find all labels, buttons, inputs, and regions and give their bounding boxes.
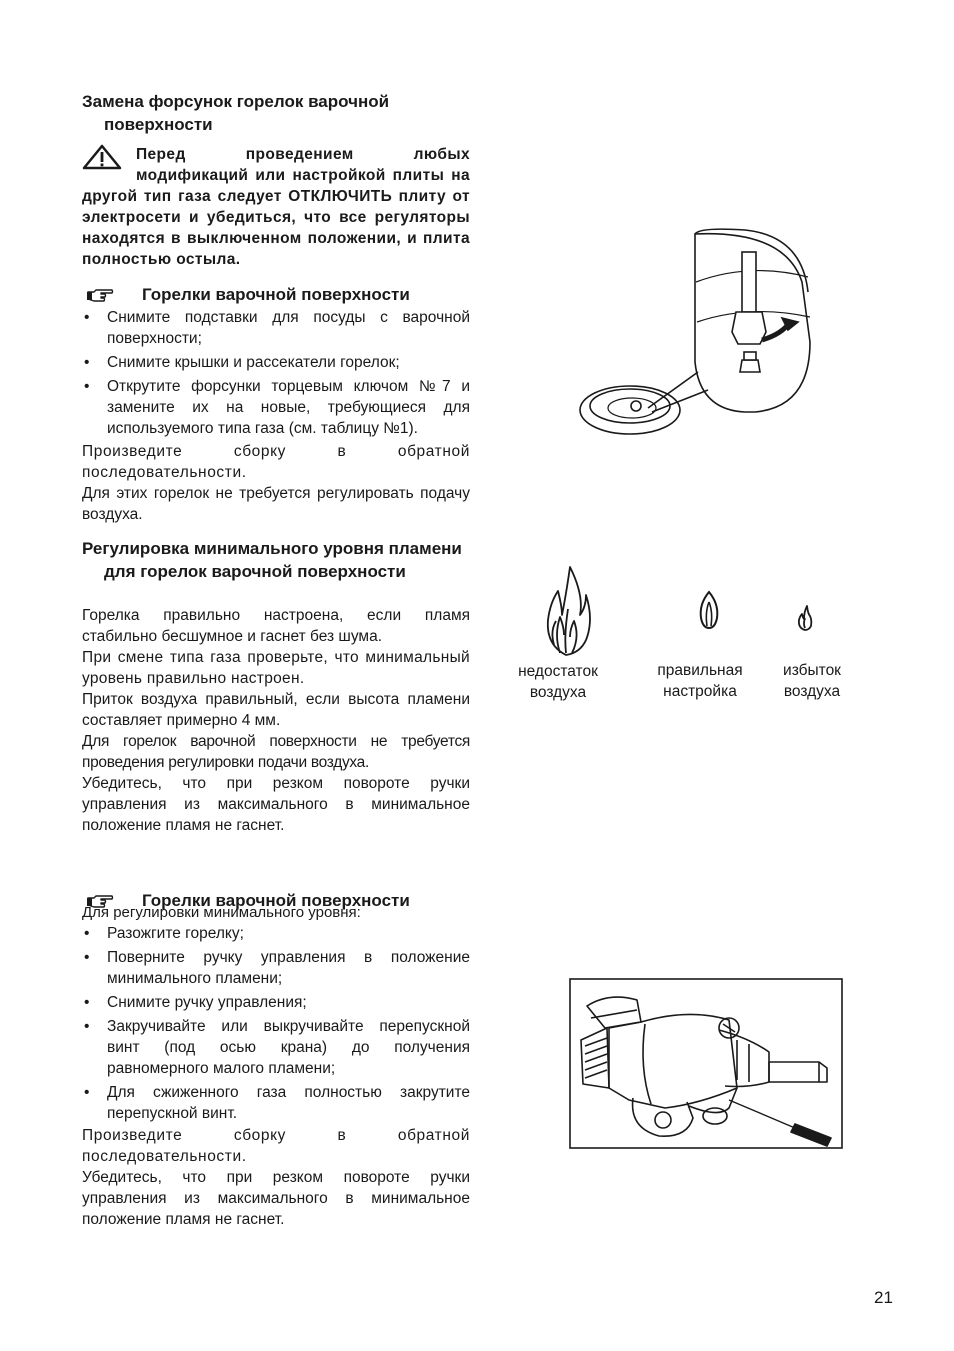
section-title-min-flame <box>82 537 470 583</box>
paragraph: Произведите сборку в обратной последовательности. <box>82 1127 470 1165</box>
nozzle-steps <box>82 307 470 442</box>
paragraph: Приток воздуха правильный, если высота пламени составляет примерно 4 мм. <box>82 691 470 729</box>
list-item: • Снимите подставки для посуды с варочной поверхности; <box>82 307 470 349</box>
page-number: 21 <box>874 1288 893 1307</box>
subheading-text: Горелки варочной поверхности <box>142 285 410 304</box>
small-flame-icon <box>796 604 814 632</box>
heading-nozzles: Замена форсунок горелок варочной поверхности <box>82 92 390 134</box>
label-correct: правильная настройка <box>657 662 743 700</box>
warning-triangle-icon <box>82 144 122 170</box>
heading-min-flame: Регулировка минимального уровня пламени для горелок варочной поверхности <box>82 539 462 581</box>
paragraph: Убедитесь, что при резком повороте ручки управления из максимального в минимальное положение пламя не гаснет. <box>82 1169 470 1228</box>
list-item: • Снимите крышки и рассекатели горелок; <box>82 352 470 373</box>
subheading-hob-burners-1 <box>82 284 470 308</box>
label-excess-air: избыток воздуха <box>783 662 841 700</box>
min-level-closing <box>82 1125 470 1230</box>
subheading-text: Горелки варочной поверхности <box>142 891 410 910</box>
paragraph: Произведите сборку в обратной последовательности. <box>82 443 470 481</box>
label-low-air: недостаток воздуха <box>518 663 598 701</box>
list-item: • Поверните ручку управления в положение минимального пламени; <box>82 947 470 989</box>
nozzle-reassembly <box>82 441 470 525</box>
list-item: • Для сжиженного газа полностью закрутите перепускной винт. <box>82 1082 470 1124</box>
correct-flame-icon <box>697 590 721 630</box>
pointing-hand-icon <box>86 287 114 303</box>
large-flame-icon <box>538 565 594 657</box>
list-item: • Разожгите горелку; <box>82 923 470 944</box>
warning-text: Перед проведением любых модификаций или настройкой плиты на другой тип газа следует ОТКЛЮЧИТЬ плиту от электросети и убедиться, что все регуляторы находятся в выключенном положении, и плита полностью остыла. <box>82 146 470 268</box>
paragraph: Для этих горелок не требуется регулировать подачу воздуха. <box>82 485 470 523</box>
paragraph: Горелка правильно настроена, если пламя стабильно бесшумное и гаснет без шума. <box>82 607 470 645</box>
list-item: • Открутите форсунки торцевым ключом №7 и замените их на новые, требующиеся для используемого типа газа (см. таблицу №1). <box>82 376 470 439</box>
list-item: • Закручивайте или выкручивайте перепускной винт (под осью крана) до получения равномерного малого пламени; <box>82 1016 470 1079</box>
min-flame-text <box>82 605 470 836</box>
paragraph: Для горелок варочной поверхности не требуется проведения регулировки подачи воздуха. <box>82 733 470 771</box>
section-title-nozzles <box>82 90 470 136</box>
warning-block <box>82 144 470 270</box>
paragraph: Для регулировки минимального уровня: <box>82 904 361 921</box>
gas-tap-illustration <box>569 978 843 1149</box>
list-item: • Снимите ручку управления; <box>82 992 470 1013</box>
min-level-steps <box>82 902 470 1127</box>
paragraph: Убедитесь, что при резком повороте ручки управления из максимального в минимальное положение пламя не гаснет. <box>82 775 470 834</box>
nozzle-replacement-illustration <box>570 222 820 462</box>
paragraph: При смене типа газа проверьте, что минимальный уровень правильно настроен. <box>82 649 470 687</box>
